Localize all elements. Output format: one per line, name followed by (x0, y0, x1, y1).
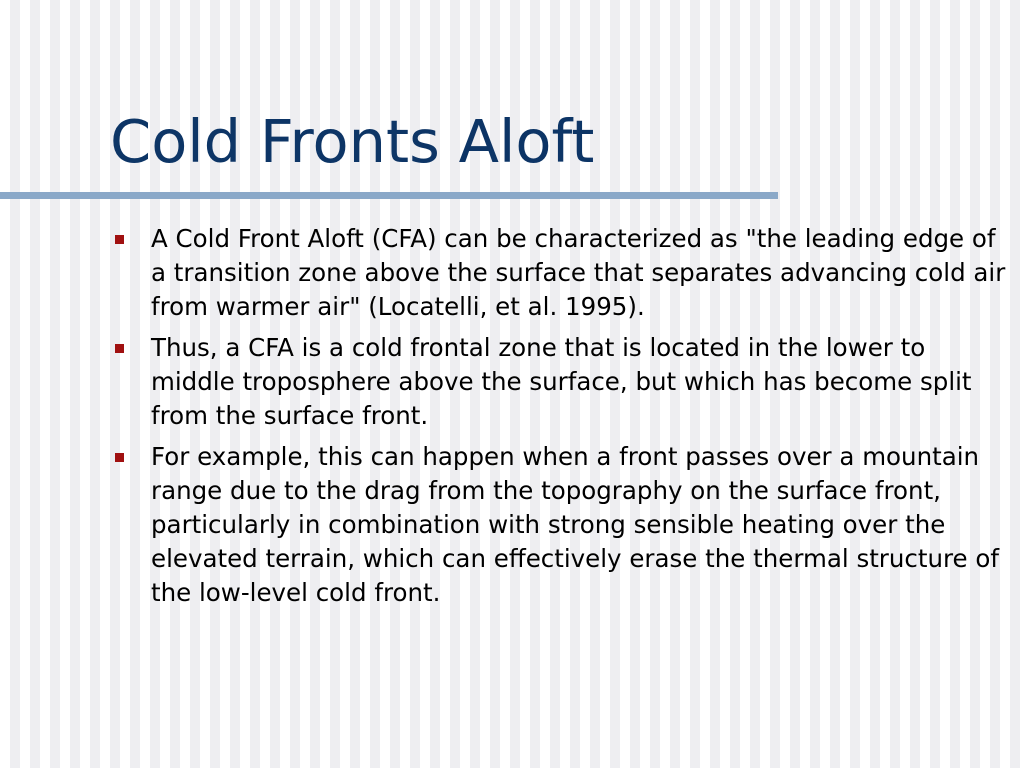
bullet-text: A Cold Front Aloft (CFA) can be characterized as "the leading edge of a transition zone above the surface that separates advancing cold air from warmer air" (Locatelli, et al. 1995). (151, 224, 1006, 321)
bullet-item (110, 222, 1010, 324)
square-bullet-icon (115, 344, 124, 353)
slide-title: Cold Fronts Aloft (110, 107, 595, 176)
bullet-text: For example, this can happen when a front passes over a mountain range due to the drag from the topography on the surface front, particularly in combination with strong sensible heating over the elevated terrain, which can effectively erase the thermal structure of the low-level cold front. (151, 442, 1000, 607)
square-bullet-icon (115, 235, 124, 244)
bullet-list (110, 222, 1010, 617)
square-bullet-icon (115, 453, 124, 462)
bullet-text: Thus, a CFA is a cold frontal zone that is located in the lower to middle troposphere above the surface, but which has become split from the surface front. (151, 333, 972, 430)
title-divider (0, 192, 778, 199)
bullet-item (110, 331, 1010, 433)
bullet-item (110, 440, 1010, 610)
